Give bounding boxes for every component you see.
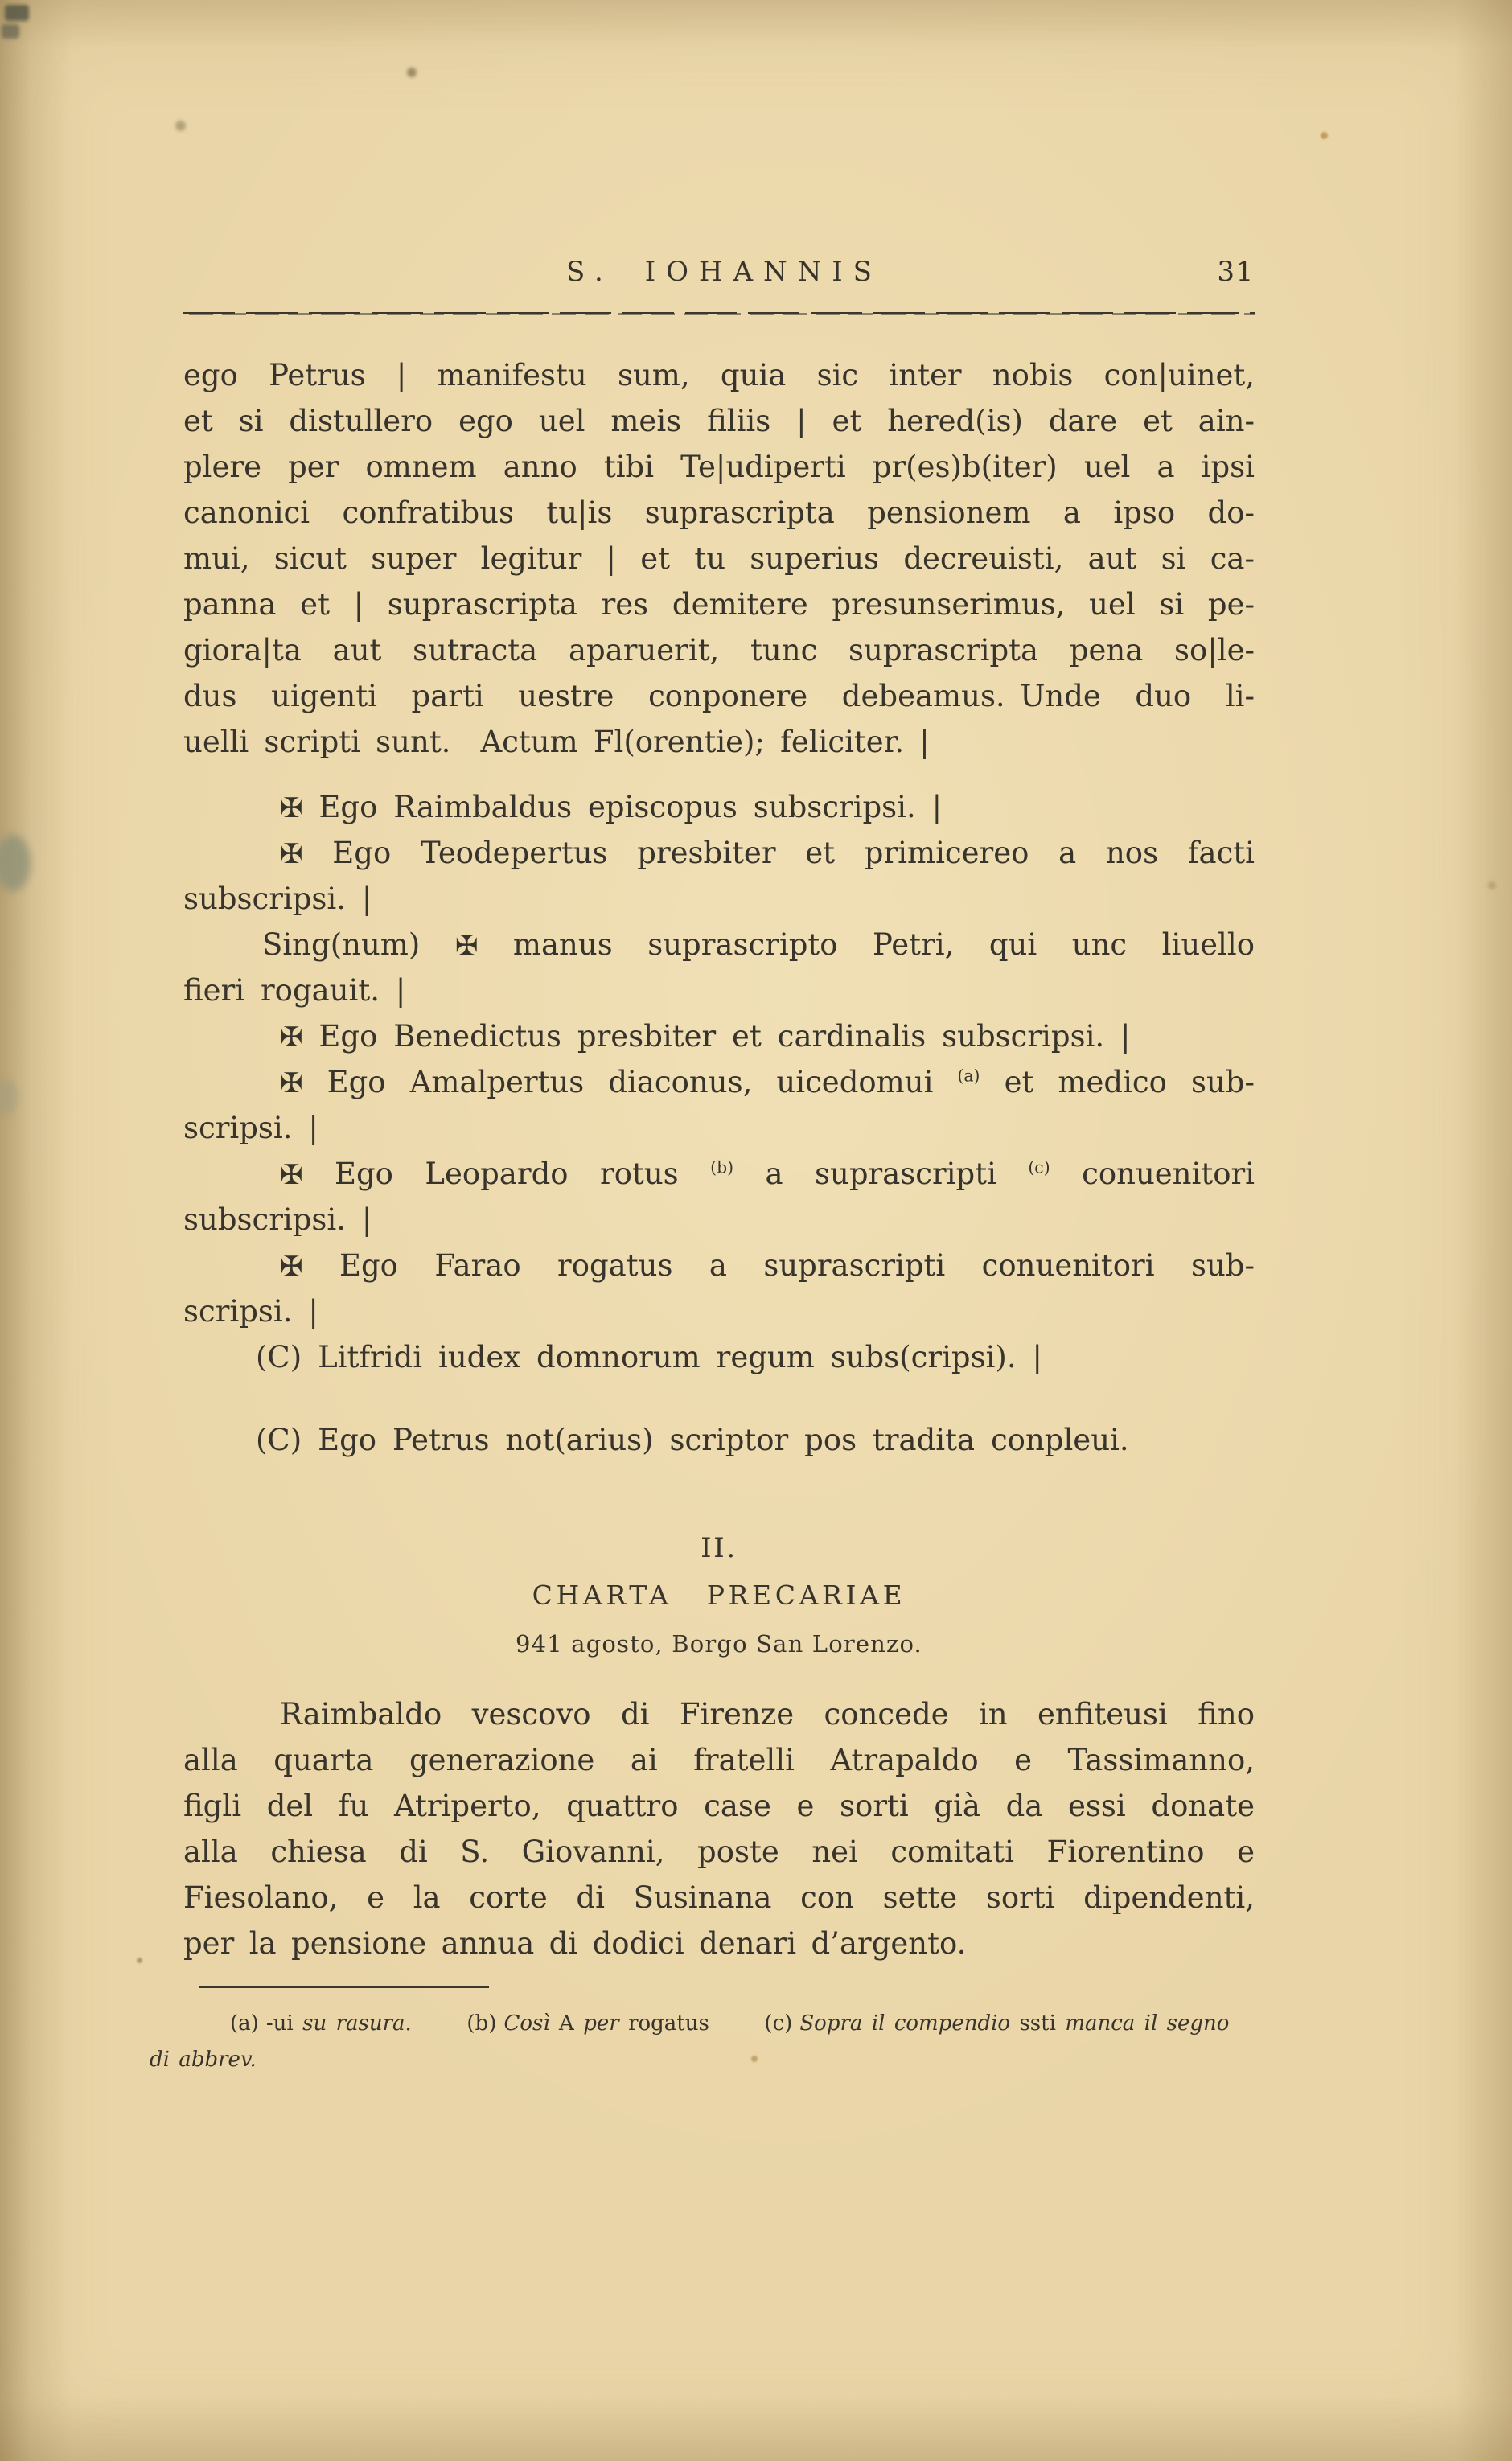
subscription-line: (C) Litfridi iudex domnorum regum subs(cripsi). |	[256, 1340, 1042, 1374]
footnote-line: di abbrev.	[150, 2048, 257, 2072]
paper-speck	[407, 68, 417, 77]
paper-mark	[5, 5, 29, 21]
subscription-text: Ego Teodepertus presbiter et primicereo a nos facti	[332, 836, 1255, 870]
cross-sign-icon: ✠	[280, 792, 303, 824]
section-heading	[183, 1526, 1255, 1661]
section-numeral: II.	[701, 1532, 738, 1564]
summary-line: Raimbaldo vescovo di Firenze concede in enfiteusi fino	[280, 1697, 1255, 1732]
cross-sign-icon: ✠	[280, 1067, 303, 1099]
charter-line: dus uigenti parti uestre conponere debeamus. Unde duo li-	[183, 679, 1255, 713]
subscription-text: et medico sub-	[1004, 1065, 1255, 1099]
cross-sign-icon: ✠	[454, 930, 479, 962]
section-dateline: 941 agosto, Borgo San Lorenzo.	[516, 1630, 922, 1658]
subscription-list	[183, 784, 1255, 1463]
summary-line: per la pensione annua di dodici denari d’argento.	[183, 1926, 967, 1961]
paper-mark	[2, 24, 19, 39]
header-rule	[183, 312, 1255, 315]
subscription-text: Sing(num)	[262, 927, 421, 962]
cross-sign-icon: ✠	[280, 1159, 303, 1191]
subscription-text: Ego Amalpertus diaconus, uicedomui	[327, 1065, 934, 1099]
subscription-text: conuenitori	[1082, 1157, 1255, 1191]
notary-completion-line: (C) Ego Petrus not(arius) scriptor pos tradita conpleui.	[256, 1423, 1129, 1457]
charter-text	[183, 352, 1255, 765]
footnote-text-italic: Così	[503, 2011, 550, 2036]
footnote-marker-c: (c)	[764, 2011, 793, 2036]
footnote-text-italic: su rasura.	[302, 2011, 412, 2036]
summary-line: Fiesolano, e la corte di Susinana con sette sorti dipendenti,	[183, 1880, 1255, 1915]
footnote-text: rogatus	[628, 2011, 709, 2036]
footnote-ref-a: (a)	[957, 1066, 980, 1086]
cross-sign-icon: ✠	[280, 1251, 303, 1283]
charter-line: canonici confratibus tu|is suprascripta pensionem a ipso do-	[183, 495, 1255, 530]
footnote-text: A	[559, 2011, 574, 2036]
subscription-continuation: scripsi. |	[183, 1111, 318, 1145]
subscription-text: manus suprascripto Petri, qui unc liuello	[512, 927, 1255, 962]
footnote-text: ssti	[1019, 2011, 1056, 2036]
paper-smudge	[0, 1079, 18, 1115]
paper-speck	[175, 121, 186, 131]
subscription-line	[183, 922, 1255, 968]
subscription-line	[183, 830, 1255, 876]
charter-line: panna et | suprascripta res demitere presunserimus, uel si pe-	[183, 587, 1255, 622]
footnote-marker-b: (b)	[466, 2011, 497, 2036]
footnote-text-italic: manca il segno	[1065, 2011, 1230, 2036]
page-number: 31	[1217, 256, 1255, 288]
charter-line: uelli scripti sunt. Actum Fl(orentie); feliciter. |	[183, 725, 930, 759]
footnote-rule	[199, 1986, 489, 1988]
paper-smudge	[0, 835, 31, 891]
subscription-line	[183, 784, 1255, 830]
running-head	[183, 256, 1255, 294]
subscription-text: Ego Benedictus presbiter et cardinalis subscripsi. |	[318, 1019, 1131, 1054]
subscription-line	[183, 1013, 1255, 1059]
footnote-text-italic: Sopra il compendio	[799, 2011, 1011, 2036]
summary-line: figli del fu Atriperto, quattro case e sorti già da essi donate	[183, 1789, 1255, 1823]
subscription-continuation: fieri rogauit. |	[183, 973, 406, 1008]
charter-line: giora|ta aut sutracta aparuerit, tunc suprascripta pena so|le-	[183, 633, 1255, 668]
charter-line: plere per omnem anno tibi Te|udiperti pr(es)b(iter) uel a ipsi	[183, 450, 1255, 484]
subscription-text: Ego Leopardo rotus	[334, 1157, 679, 1191]
summary-line: alla chiesa di S. Giovanni, poste nei comitati Fiorentino e	[183, 1834, 1255, 1869]
subscription-line	[183, 1059, 1255, 1105]
footnote-text-italic: per	[583, 2011, 619, 2036]
subscription-text: a suprascripti	[765, 1157, 996, 1191]
footnote-text: -ui	[265, 2011, 294, 2036]
subscription-line	[183, 1151, 1255, 1197]
subscription-continuation: subscripsi. |	[183, 1202, 372, 1237]
paper-speck	[1321, 132, 1328, 139]
subscription-continuation: scripsi. |	[183, 1294, 318, 1329]
text-block	[150, 256, 1255, 2078]
footnote-ref-c: (c)	[1028, 1157, 1050, 1177]
subscription-text: Ego Farao rogatus a suprascripti conuenitori sub-	[339, 1248, 1255, 1283]
subscription-line	[183, 1243, 1255, 1288]
summary-line: alla quarta generazione ai fratelli Atrapaldo e Tassimanno,	[183, 1743, 1255, 1777]
footnote-line	[150, 2006, 1255, 2042]
footnote-marker-a: (a)	[230, 2011, 259, 2036]
footnote-ref-b: (b)	[710, 1157, 734, 1177]
running-head-title: S. IOHANNIS	[566, 256, 882, 288]
subscription-text: Ego Raimbaldus episcopus subscripsi. |	[318, 790, 943, 824]
cross-sign-icon: ✠	[280, 838, 303, 870]
italian-summary	[183, 1691, 1255, 1966]
cross-sign-icon: ✠	[280, 1021, 303, 1054]
footnotes	[150, 2006, 1255, 2078]
paper-speck	[1488, 881, 1496, 889]
charter-line: et si distullero ego uel meis filiis | et hered(is) dare et ain-	[183, 404, 1255, 438]
subscription-continuation: subscripsi. |	[183, 881, 372, 916]
paper-speck	[137, 1958, 142, 1963]
section-title: CHARTA PRECARIAE	[532, 1580, 906, 1611]
charter-line: ego Petrus | manifestu sum, quia sic inter nobis con|uinet,	[183, 358, 1255, 392]
charter-line: mui, sicut super legitur | et tu superius decreuisti, aut si ca-	[183, 541, 1255, 576]
